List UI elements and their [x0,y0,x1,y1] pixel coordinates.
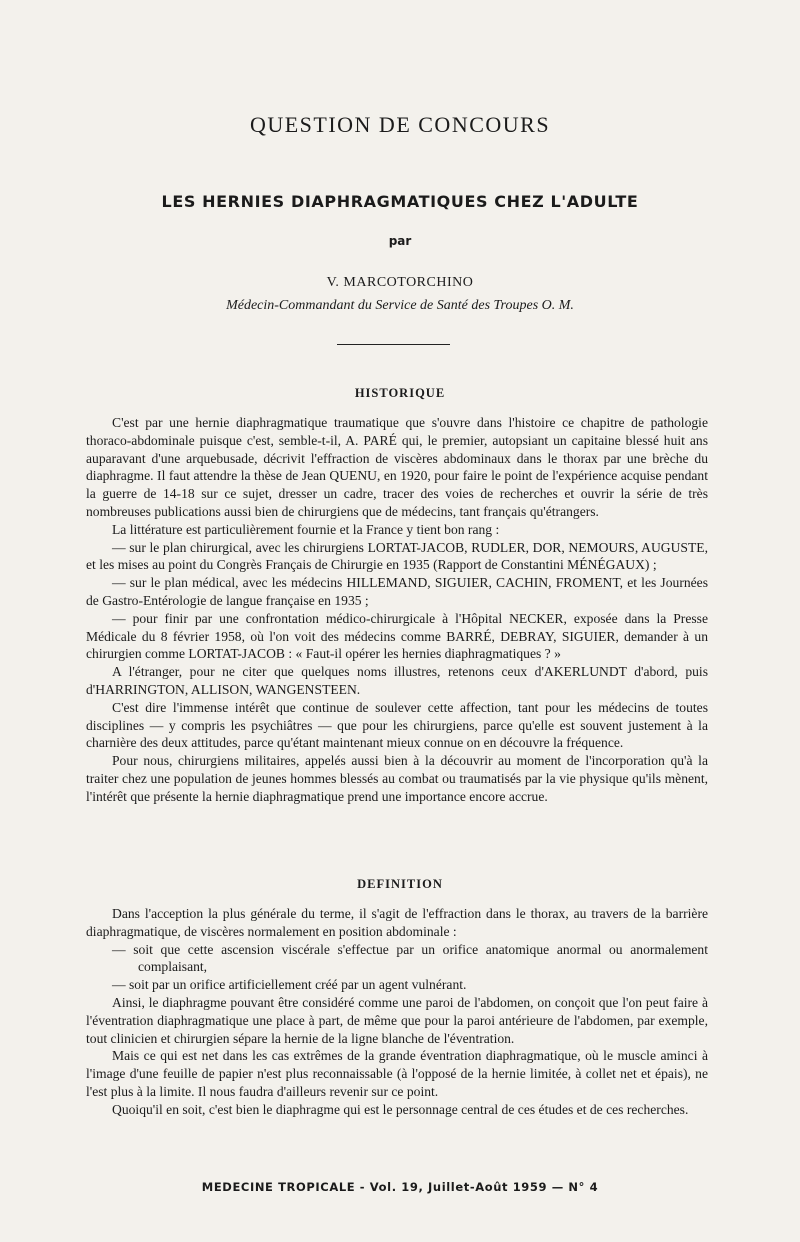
by-line: par [388,234,412,248]
section-heading-definition: DEFINITION [357,877,443,891]
section-body-definition [86,905,708,1119]
author-affiliation: Médecin-Commandant du Service de Santé des Troupes O. M. [226,298,574,313]
paragraph: — soit que cette ascension viscérale s'effectue par un orifice anatomique anormal ou anormalement complaisant, [112,941,708,975]
paragraph: Pour nous, chirurgiens militaires, appelés aussi bien à la découvrir au moment de l'incorporation qu'à la traiter chez une population de jeunes hommes blessés au combat ou traumatisés par la vie physique qu'ils mènent, l'intérêt que présente la hernie diaphragmatique prend une importance encore accrue. [86,753,708,804]
paragraph: — soit par un orifice artificiellement créé par un agent vulnérant. [112,977,467,993]
paragraph: Quoiqu'il en soit, c'est bien le diaphragme qui est le personnage central de ces études et de ces recherches. [112,1101,689,1117]
paragraph: Mais ce qui est net dans les cas extrêmes de la grande éventration diaphragmatique, où le muscle aminci à l'image d'une feuille de papier n'est plus reconnaissable (à l'opposé de la hernie limitée, à collet net et épais), ne l'est plus à la limite. Il nous faudra d'ailleurs revenir sur ce point. [86,1048,708,1099]
paragraph: La littérature est particulièrement fournie et la France y tient bon rang : [112,521,500,537]
section-body-historique [86,414,708,806]
section-heading-historique: HISTORIQUE [354,386,446,400]
paragraph: A l'étranger, pour ne citer que quelques noms illustres, retenons ceux d'AKERLUNDT d'abord, puis d'HARRINGTON, ALLISON, WANGENSTEEN. [86,664,708,697]
divider-rule [337,344,450,345]
paragraph: — pour finir par une confrontation médico-chirurgicale à l'Hôpital NECKER, exposée dans la Presse Médicale du 8 février 1958, où l'on voit des médecins comme BARRÉ, DEBRAY, SIGUIER, demander à un chirurgien comme LORTAT-JACOB : « Faut-il opérer les hernies diaphragmatiques ? » [86,610,708,662]
author-name: V. MARCOTORCHINO [326,275,474,290]
article-title: LES HERNIES DIAPHRAGMATIQUES CHEZ L'ADULTE [161,192,639,211]
page-title: QUESTION DE CONCOURS [249,112,551,137]
page-footer: MEDECINE TROPICALE - Vol. 19, Juillet-Août 1959 — N° 4 [201,1180,599,1194]
paragraph: — sur le plan chirurgical, avec les chirurgiens LORTAT-JACOB, RUDLER, DOR, NEMOURS, AUGUSTE, et les mises au point du Congrès Français de Chirurgie en 1935 (Rapport de Constantini MÉNÉGAUX) ; [86,539,708,573]
paragraph: C'est dire l'immense intérêt que continue de soulever cette affection, tant pour les médecins de toutes disciplines — y compris les psychiâtres — que pour les chirurgiens, parce qu'elle est souvent justement à la charnière des deux attitudes, parce qu'étant maintenant mieux connue on en découvre la fréquence. [86,699,708,751]
paragraph: — sur le plan médical, avec les médecins HILLEMAND, SIGUIER, CACHIN, FROMENT, et les Journées de Gastro-Entérologie de langue française en 1935 ; [86,575,708,608]
paragraph: Ainsi, le diaphragme pouvant être considéré comme une paroi de l'abdomen, on conçoit que l'on peut faire à l'éventration diaphragmatique une place à part, de même que pour la paroi antérieure de l'abdomen, par exemple, tout clinicien et chirurgien sépare la hernie de la ligne blanche de l'éventration. [86,994,708,1046]
paragraph: Dans l'acception la plus générale du terme, il s'agit de l'effraction dans le thorax, au travers de la barrière diaphragmatique, de viscères normalement en position abdominale : [86,906,708,939]
paragraph: C'est par une hernie diaphragmatique traumatique que s'ouvre dans l'histoire ce chapitre de pathologie thoraco-abdominale puisque c'est, semble-t-il, A. PARÉ qui, le premier, autopsiant un capitaine blessé huit ans auparavant d'une arquebusade, décrivit l'effraction de viscères abdominaux dans le thorax par une brèche du diaphragme. Il faut attendre la thèse de Jean QUENU, en 1920, pour faire le point de l'expérience acquise pendant la guerre de 14-18 sur ce sujet, dresser un cadre, tracer des voies de recherches et ouvrir la série de très nombreuses publications aussi bien de chirurgiens que de médecins, tant français qu'étrangers. [86,415,708,519]
